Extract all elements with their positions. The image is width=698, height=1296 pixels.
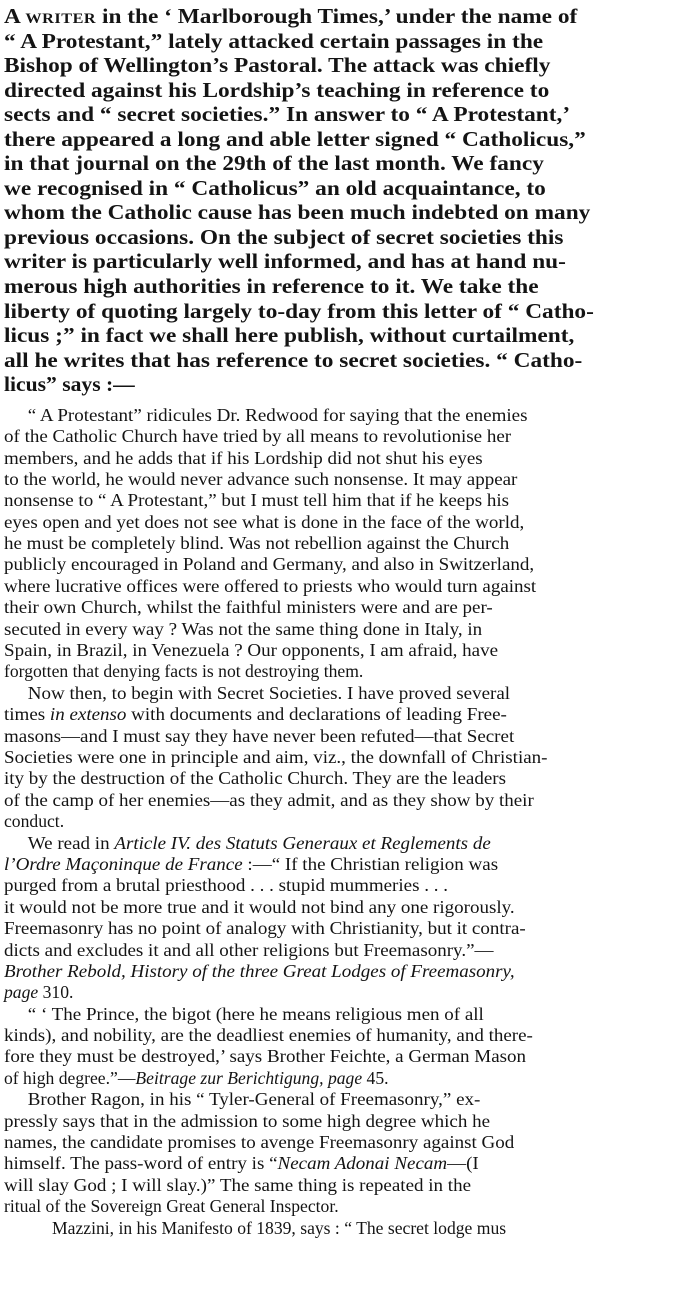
italic-text: Brother Rebold, History of the three Great Lodges of Freemasonry, (4, 960, 515, 981)
text-run: he must be completely blind. Was not rebellion against the Church (4, 533, 510, 554)
quote-line (4, 897, 698, 918)
text-run: their own Church, whilst the faithful ministers were and are per- (4, 597, 493, 618)
text-run: Spain, in Brazil, in Venezuela ? Our opponents, I am afraid, have (4, 640, 499, 661)
quote-line (4, 961, 698, 982)
text-run: ity by the destruction of the Catholic Church. They are the leaders (4, 768, 506, 789)
text-run: :—“ If the Christian religion was (242, 853, 499, 874)
quote-line (4, 940, 698, 961)
quote-line (4, 982, 694, 1003)
text-run: pressly says that in the admission to some high degree which he (4, 1110, 491, 1131)
text-run: of high degree.”— (4, 1067, 136, 1088)
quote-line (4, 854, 698, 875)
lead-line (4, 151, 698, 176)
quote-line (4, 1218, 694, 1239)
text-run: of the camp of her enemies—as they admit, and as they show by their (4, 789, 534, 810)
lead-line (4, 127, 698, 152)
text-run: nonsense to “ A Protestant,” but I must tell him that if he keeps his (4, 490, 510, 511)
text-run: times (4, 704, 50, 725)
text-run: to the world, he would never advance such nonsense. It may appear (4, 468, 518, 489)
text-run: We read in (27, 832, 115, 853)
quote-line (4, 640, 698, 661)
text-run: dicts and excludes it and all other religions but Freemasonry.”— (4, 939, 494, 960)
quoted-letter (4, 405, 694, 1239)
quote-line (4, 512, 698, 533)
quote-line (4, 683, 698, 704)
quote-line (4, 1004, 698, 1025)
text-run: Freemasonry has no point of analogy with Christianity, but it contra- (4, 918, 526, 939)
text-run: directed against his Lordship’s teaching in reference to (4, 77, 550, 102)
lead-line (4, 274, 698, 299)
quote-line (4, 448, 698, 469)
italic-text: Beitrage zur Berichtigung, page (135, 1067, 363, 1088)
quote-line (4, 811, 694, 832)
text-run: secuted in every way ? Was not the same thing done in Italy, in (4, 618, 483, 639)
italic-text: page (4, 982, 39, 1003)
text-run: —(I (447, 1153, 479, 1174)
text-run: 45. (362, 1067, 389, 1088)
quote-line (4, 405, 698, 426)
lead-line (4, 102, 698, 127)
text-run: whom the Catholic cause has been much indebted on many (4, 200, 591, 225)
quote-line (4, 661, 694, 682)
quote-line (4, 704, 698, 725)
quote-line (4, 726, 698, 747)
text-run: kinds), and nobility, are the deadliest enemies of humanity, and there- (4, 1025, 533, 1046)
text-run: all he writes that has reference to secret societies. “ Catho- (4, 347, 583, 372)
text-run: eyes open and yet does not see what is done in the face of the world, (4, 511, 525, 532)
text-run: “ A Protestant,” lately attacked certain passages in the (4, 28, 544, 53)
text-run: “ A Protestant” ridicules Dr. Redwood for saying that the enemies (27, 404, 528, 425)
text-run: Bishop of Wellington’s Pastoral. The attack was chiefly (4, 53, 551, 78)
quote-line (4, 1025, 698, 1046)
quote-line (4, 875, 698, 896)
text-run: members, and he adds that if his Lordship did not shut his eyes (4, 447, 483, 468)
lead-line (4, 225, 698, 250)
quote-line (4, 1153, 698, 1174)
quote-line (4, 426, 698, 447)
text-run: with documents and declarations of leading Free- (126, 704, 507, 725)
quote-line (4, 533, 698, 554)
text-run: sects and “ secret societies.” In answer to “ A Protestant,’ (4, 102, 571, 127)
italic-text: Necam Adonai Necam (277, 1153, 448, 1174)
lead-line (4, 323, 698, 348)
quote-line (4, 469, 698, 490)
lead-line (4, 53, 698, 78)
lead-line (4, 348, 698, 373)
text-run: where lucrative offices were offered to priests who would turn against (4, 575, 537, 596)
small-caps-text: writer (25, 4, 97, 28)
text-run: A (4, 4, 26, 28)
text-run: names, the candidate promises to avenge Freemasonry against God (4, 1132, 515, 1153)
lead-line (4, 29, 698, 54)
text-run: Now then, to begin with Secret Societies. I have proved several (27, 682, 511, 703)
quote-line (4, 576, 698, 597)
italic-text: in extenso (49, 704, 127, 725)
text-run: purged from a brutal priesthood . . . stupid mummeries . . . (4, 875, 448, 896)
lead-line (4, 249, 698, 274)
text-run: we recognised in “ Catholicus” an old acquaintance, to (4, 175, 546, 200)
quote-line (4, 554, 698, 575)
text-run: licus ;” in fact we shall here publish, without curtailment, (4, 323, 575, 348)
quote-line (4, 768, 698, 789)
text-run: himself. The pass-word of entry is “ (4, 1153, 278, 1174)
text-run: it would not be more true and it would not bind any one rigorously. (4, 896, 515, 917)
quote-line (4, 1068, 694, 1089)
text-run: publicly encouraged in Poland and Germany, and also in Switzerland, (4, 554, 535, 575)
lead-line (4, 4, 698, 29)
text-run: fore they must be destroyed,’ says Brother Feichte, a German Mason (4, 1046, 527, 1067)
quote-line (4, 1089, 698, 1110)
text-run: previous occasions. On the subject of secret societies this (4, 224, 564, 249)
text-run: conduct. (4, 811, 65, 832)
lead-line (4, 299, 698, 324)
text-run: will slay God ; I will slay.)” The same thing is repeated in the (4, 1174, 472, 1195)
text-run: merous high authorities in reference to it. We take the (4, 274, 539, 299)
quote-line (4, 1111, 698, 1132)
text-run: in that journal on the 29th of the last month. We fancy (4, 151, 544, 176)
text-run: liberty of quoting largely to-day from this letter of “ Catho- (4, 298, 594, 323)
lead-paragraph (4, 4, 694, 397)
text-run: ritual of the Sovereign Great General Inspector. (4, 1196, 339, 1217)
quote-line (4, 619, 698, 640)
text-run: there appeared a long and able letter signed “ Catholicus,” (4, 126, 586, 151)
quote-line (4, 597, 698, 618)
text-run: in the ‘ Marlborough Times,’ under the name of (96, 4, 578, 28)
quote-line (4, 790, 698, 811)
italic-text: Article IV. des Statuts Generaux et Reglements de (114, 832, 491, 853)
lead-line (4, 372, 694, 397)
quote-line (4, 1046, 698, 1067)
lead-line (4, 176, 698, 201)
text-run: 310. (38, 982, 74, 1003)
text-run: of the Catholic Church have tried by all means to revolutionise her (4, 426, 512, 447)
quote-line (4, 490, 698, 511)
text-run: Brother Ragon, in his “ Tyler-General of Freemasonry,” ex- (27, 1089, 481, 1110)
lead-line (4, 78, 698, 103)
quote-line (4, 1175, 698, 1196)
text-run: “ ‘ The Prince, the bigot (here he means religious men of all (27, 1003, 484, 1024)
quote-line (4, 1132, 698, 1153)
quote-line (4, 833, 698, 854)
text-run: licus” says :— (4, 372, 135, 397)
lead-line (4, 200, 698, 225)
text-run: writer is particularly well informed, and has at hand nu- (4, 249, 566, 274)
quote-line (4, 747, 698, 768)
text-run: forgotten that denying facts is not destroying them. (4, 661, 364, 682)
text-run: Mazzini, in his Manifesto of 1839, says : “ The secret lodge mus (52, 1217, 507, 1238)
text-run: Societies were one in principle and aim, viz., the downfall of Christian- (4, 747, 548, 767)
text-run: masons—and I must say they have never been refuted—that Secret (4, 725, 515, 746)
italic-text: l’Ordre Maçoninque de France (4, 853, 243, 874)
quote-line (4, 1196, 694, 1217)
quote-line (4, 918, 698, 939)
